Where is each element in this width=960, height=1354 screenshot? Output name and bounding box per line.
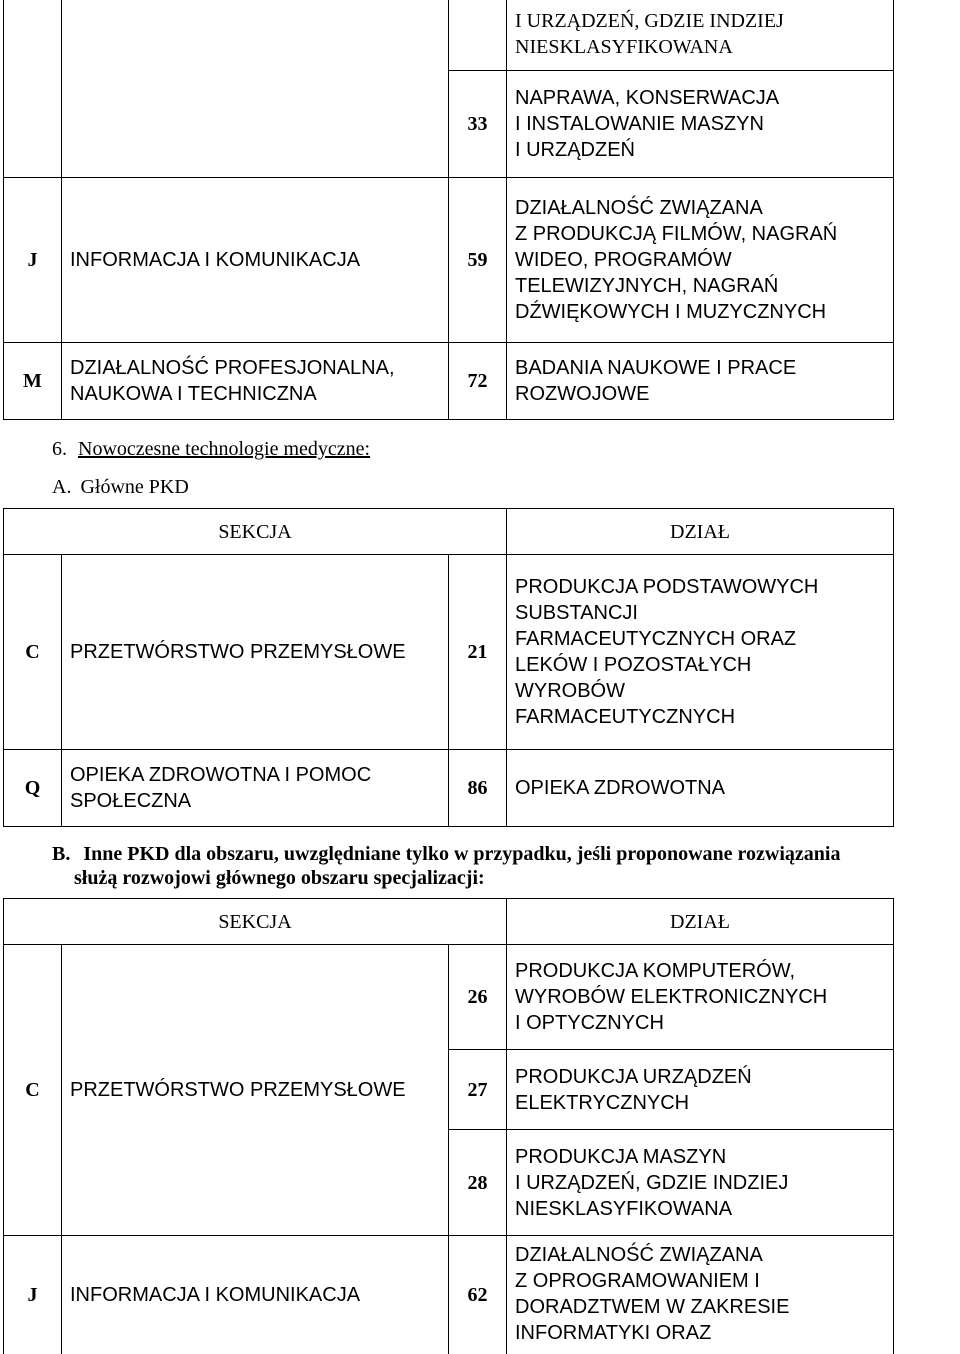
desc-line: DORADZTWEM W ZAKRESIE (515, 1296, 790, 1318)
division-number: 72 (449, 342, 507, 419)
name-line: OPIEKA ZDROWOTNA I POMOC (70, 764, 372, 786)
section-name: INFORMACJA I KOMUNIKACJA (62, 1236, 449, 1354)
desc-line: WIDEO, PROGRAMÓW (515, 248, 732, 271)
division-number: 86 (449, 750, 507, 827)
section-letter: Q (4, 750, 62, 827)
table-row (4, 945, 894, 1050)
division-desc-cell (507, 342, 894, 419)
section-letter-cell (4, 0, 62, 177)
desc-line: PRODUKCJA MASZYN (515, 1145, 727, 1168)
subsection-letter: B. (52, 843, 71, 865)
main-pkd-table (3, 508, 894, 827)
section-name-cell (62, 342, 449, 419)
table-header-row (4, 899, 894, 945)
table-row (4, 750, 894, 827)
subsection-heading (52, 474, 189, 500)
desc-line: I URZĄDZEŃ, GDZIE INDZIEJ (515, 9, 784, 32)
section-name: PRZETWÓRSTWO PRZEMYSŁOWE (62, 555, 449, 750)
section-title: Nowoczesne technologie medyczne: (78, 438, 371, 460)
subsection-title: Główne PKD (80, 476, 189, 498)
desc-line: FARMACEUTYCZNYCH (515, 706, 736, 728)
division-desc-cell (507, 750, 894, 827)
division-desc-cell (507, 0, 894, 70)
desc-line: SUBSTANCJI (515, 602, 638, 624)
section-name: INFORMACJA I KOMUNIKACJA (62, 177, 449, 342)
desc-line: I OPTYCZNYCH (515, 1012, 664, 1034)
desc-line: DZIAŁALNOŚĆ ZWIĄZANA (515, 1244, 763, 1266)
division-number-cell (449, 0, 507, 70)
division-desc-cell (507, 1050, 894, 1130)
section-letter: M (4, 342, 62, 419)
desc-line: WYROBÓW ELEKTRONICZNYCH (515, 986, 828, 1008)
division-number: 59 (449, 177, 507, 342)
desc-line: BADANIA NAUKOWE I PRACE (515, 356, 797, 379)
desc-line: PRODUKCJA KOMPUTERÓW, (515, 960, 796, 982)
subsection-letter: A. (52, 476, 72, 498)
desc-line: PRODUKCJA URZĄDZEŃ (515, 1065, 752, 1088)
division-desc-cell (507, 1236, 894, 1354)
table-row (4, 342, 894, 419)
desc-line: OPIEKA ZDROWOTNA (515, 777, 726, 799)
table-row (4, 555, 894, 750)
header-sekcja: SEKCJA (4, 509, 507, 555)
table-row (4, 177, 894, 342)
desc-line: NIESKLASYFIKOWANA (515, 35, 733, 58)
desc-line: I INSTALOWANIE MASZYN (515, 112, 764, 135)
division-number: 26 (449, 945, 507, 1050)
header-dzial: DZIAŁ (507, 899, 894, 945)
section-name-cell (62, 0, 449, 177)
section-letter: J (4, 1236, 62, 1354)
division-number: 28 (449, 1130, 507, 1236)
other-pkd-table (3, 898, 894, 1354)
section-number: 6. (52, 438, 67, 460)
section-letter: C (4, 555, 62, 750)
desc-line: WYROBÓW (515, 680, 625, 702)
desc-line: INFORMATYKI ORAZ (515, 1322, 712, 1344)
desc-line: DŹWIĘKOWYCH I MUZYCZNYCH (515, 300, 827, 323)
division-number: 21 (449, 555, 507, 750)
division-desc-cell (507, 70, 894, 177)
header-sekcja: SEKCJA (4, 899, 507, 945)
desc-line: FARMACEUTYCZNYCH ORAZ (515, 628, 797, 650)
desc-line: I URZĄDZEŃ, GDZIE INDZIEJ (515, 1171, 789, 1194)
section-name: PRZETWÓRSTWO PRZEMYSŁOWE (62, 945, 449, 1236)
desc-line: LEKÓW I POZOSTAŁYCH (515, 654, 752, 676)
division-number: 33 (449, 70, 507, 177)
name-line: SPOŁECZNA (70, 790, 192, 812)
desc-line: NAPRAWA, KONSERWACJA (515, 86, 780, 109)
name-line: NAUKOWA I TECHNICZNA (70, 382, 317, 405)
division-desc-cell (507, 177, 894, 342)
section-heading (52, 436, 370, 462)
division-desc-cell (507, 945, 894, 1050)
desc-line: I URZĄDZEŃ (515, 138, 635, 161)
section-letter: C (4, 945, 62, 1236)
table-row (4, 0, 894, 70)
subsection-b-text (52, 842, 952, 890)
table-row (4, 1236, 894, 1354)
division-desc-cell (507, 555, 894, 750)
desc-line: TELEWIZYJNYCH, NAGRAŃ (515, 274, 779, 297)
desc-line: Z PRODUKCJĄ FILMÓW, NAGRAŃ (515, 222, 838, 245)
desc-line: ROZWOJOWE (515, 382, 650, 405)
header-dzial: DZIAŁ (507, 509, 894, 555)
division-number: 62 (449, 1236, 507, 1354)
pkd-table-continued (3, 0, 894, 420)
division-desc-cell (507, 1130, 894, 1236)
desc-line: NIESKLASYFIKOWANA (515, 1197, 733, 1220)
subsection-text-line2: służą rozwojowi głównego obszaru specjalizacji: (74, 867, 485, 889)
subsection-text-line1: Inne PKD dla obszaru, uwzględniane tylko w przypadku, jeśli proponowane rozwiązania (83, 843, 841, 865)
desc-line: DZIAŁALNOŚĆ ZWIĄZANA (515, 196, 763, 219)
section-letter: J (4, 177, 62, 342)
desc-line: ELEKTRYCZNYCH (515, 1091, 690, 1114)
division-number: 27 (449, 1050, 507, 1130)
desc-line: Z OPROGRAMOWANIEM I (515, 1270, 760, 1292)
name-line: DZIAŁALNOŚĆ PROFESJONALNA, (70, 356, 395, 379)
section-name-cell (62, 750, 449, 827)
desc-line: PRODUKCJA PODSTAWOWYCH (515, 576, 819, 598)
table-header-row (4, 509, 894, 555)
